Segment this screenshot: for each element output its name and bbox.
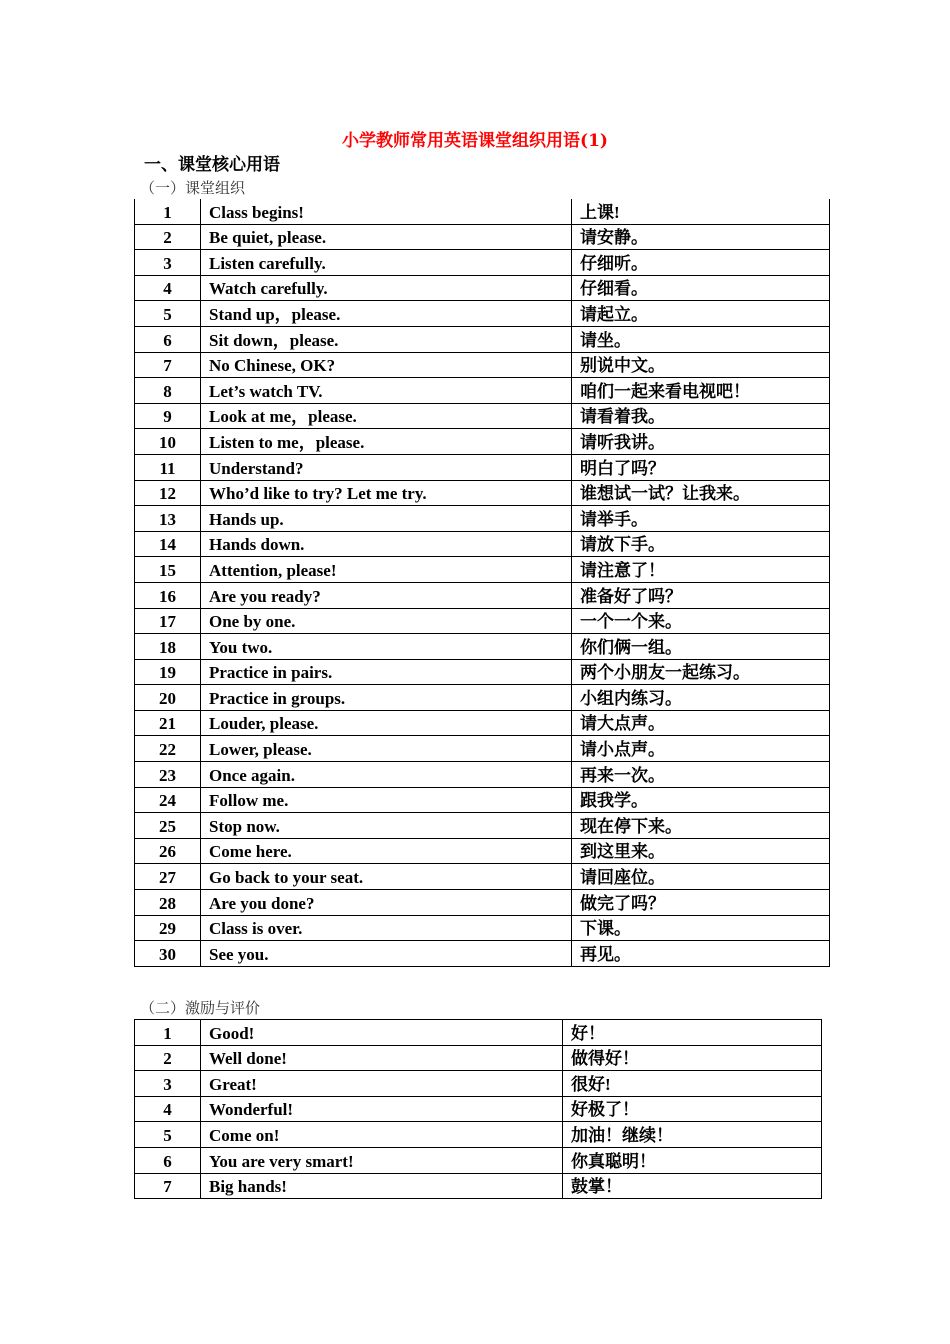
- chinese-translation: 好极了！: [563, 1096, 822, 1122]
- row-number: 2: [135, 224, 201, 250]
- chinese-translation: 你真聪明！: [563, 1147, 822, 1173]
- row-number: 9: [135, 403, 201, 429]
- classroom-organization-table: [134, 199, 830, 967]
- english-phrase: Sit down，please.: [201, 326, 572, 352]
- table-row: [135, 634, 830, 660]
- english-phrase: Once again.: [201, 762, 572, 788]
- table-row: [135, 454, 830, 480]
- english-phrase: Well done!: [201, 1045, 563, 1071]
- row-number: 30: [135, 941, 201, 967]
- chinese-translation: 仔细看。: [572, 275, 830, 301]
- row-number: 5: [135, 301, 201, 327]
- english-phrase: Come on!: [201, 1122, 563, 1148]
- chinese-translation: 两个小朋友一起练习。: [572, 659, 830, 685]
- row-number: 3: [135, 1071, 201, 1097]
- english-phrase: Hands up.: [201, 506, 572, 532]
- row-number: 24: [135, 787, 201, 813]
- chinese-translation: 鼓掌！: [563, 1173, 822, 1199]
- chinese-translation: 请坐。: [572, 326, 830, 352]
- chinese-translation: 好！: [563, 1020, 822, 1046]
- english-phrase: Listen to me，please.: [201, 429, 572, 455]
- english-phrase: Go back to your seat.: [201, 864, 572, 890]
- row-number: 20: [135, 685, 201, 711]
- chinese-translation: 请起立。: [572, 301, 830, 327]
- chinese-translation: 很好!: [563, 1071, 822, 1097]
- chinese-translation: 仔细听。: [572, 250, 830, 276]
- row-number: 6: [135, 326, 201, 352]
- english-phrase: Watch carefully.: [201, 275, 572, 301]
- english-phrase: Follow me.: [201, 787, 572, 813]
- row-number: 18: [135, 634, 201, 660]
- row-number: 26: [135, 838, 201, 864]
- english-phrase: Great!: [201, 1071, 563, 1097]
- chinese-translation: 明白了吗？: [572, 454, 830, 480]
- row-number: 6: [135, 1147, 201, 1173]
- table-row: [135, 941, 830, 967]
- english-phrase: Good!: [201, 1020, 563, 1046]
- chinese-translation: 请回座位。: [572, 864, 830, 890]
- chinese-translation: 请听我讲。: [572, 429, 830, 455]
- table-row: [135, 429, 830, 455]
- chinese-translation: 跟我学。: [572, 787, 830, 813]
- chinese-translation: 请大点声。: [572, 710, 830, 736]
- chinese-translation: 到这里来。: [572, 838, 830, 864]
- table-row: [135, 608, 830, 634]
- row-number: 25: [135, 813, 201, 839]
- english-phrase: Big hands!: [201, 1173, 563, 1199]
- english-phrase: Listen carefully.: [201, 250, 572, 276]
- table-row: [135, 531, 830, 557]
- chinese-translation: 准备好了吗？: [572, 582, 830, 608]
- table-row: [135, 582, 830, 608]
- row-number: 22: [135, 736, 201, 762]
- subsection-heading-encouragement: （二）激励与评价: [140, 999, 261, 1017]
- table-row: [135, 864, 830, 890]
- english-phrase: Lower, please.: [201, 736, 572, 762]
- english-phrase: Louder, please.: [201, 710, 572, 736]
- row-number: 16: [135, 582, 201, 608]
- row-number: 2: [135, 1045, 201, 1071]
- english-phrase: Hands down.: [201, 531, 572, 557]
- row-number: 7: [135, 1173, 201, 1199]
- english-phrase: Are you ready?: [201, 582, 572, 608]
- english-phrase: Understand?: [201, 454, 572, 480]
- chinese-translation: 请小点声。: [572, 736, 830, 762]
- chinese-translation: 再来一次。: [572, 762, 830, 788]
- chinese-translation: 下课。: [572, 915, 830, 941]
- english-phrase: Are you done?: [201, 890, 572, 916]
- table-row: [135, 301, 830, 327]
- row-number: 14: [135, 531, 201, 557]
- table-row: [135, 1096, 822, 1122]
- chinese-translation: 别说中文。: [572, 352, 830, 378]
- english-phrase: Stop now.: [201, 813, 572, 839]
- row-number: 8: [135, 378, 201, 404]
- table-row: [135, 736, 830, 762]
- table-row: [135, 813, 830, 839]
- table-row: [135, 1122, 822, 1148]
- chinese-translation: 再见。: [572, 941, 830, 967]
- table-row: [135, 787, 830, 813]
- row-number: 11: [135, 454, 201, 480]
- row-number: 29: [135, 915, 201, 941]
- chinese-translation: 谁想试一试？让我来。: [572, 480, 830, 506]
- chinese-translation: 你们俩一组。: [572, 634, 830, 660]
- table-row: [135, 710, 830, 736]
- row-number: 4: [135, 275, 201, 301]
- english-phrase: See you.: [201, 941, 572, 967]
- table-row: [135, 915, 830, 941]
- chinese-translation: 一个一个来。: [572, 608, 830, 634]
- english-phrase: Wonderful!: [201, 1096, 563, 1122]
- english-phrase: One by one.: [201, 608, 572, 634]
- table-row: [135, 506, 830, 532]
- chinese-translation: 加油！继续！: [563, 1122, 822, 1148]
- row-number: 1: [135, 1020, 201, 1046]
- chinese-translation: 请放下手。: [572, 531, 830, 557]
- table-row: [135, 1045, 822, 1071]
- english-phrase: You are very smart!: [201, 1147, 563, 1173]
- row-number: 13: [135, 506, 201, 532]
- encouragement-table: [134, 1019, 822, 1199]
- chinese-translation: 请看着我。: [572, 403, 830, 429]
- table-row: [135, 557, 830, 583]
- english-phrase: Let’s watch TV.: [201, 378, 572, 404]
- row-number: 21: [135, 710, 201, 736]
- table-row: [135, 326, 830, 352]
- row-number: 10: [135, 429, 201, 455]
- english-phrase: No Chinese, OK?: [201, 352, 572, 378]
- row-number: 5: [135, 1122, 201, 1148]
- table-row: [135, 250, 830, 276]
- table-row: [135, 480, 830, 506]
- table-row: [135, 890, 830, 916]
- subsection-heading-classroom-organization: （一）课堂组织: [140, 179, 246, 197]
- english-phrase: Practice in pairs.: [201, 659, 572, 685]
- english-phrase: You two.: [201, 634, 572, 660]
- english-phrase: Practice in groups.: [201, 685, 572, 711]
- english-phrase: Be quiet, please.: [201, 224, 572, 250]
- row-number: 4: [135, 1096, 201, 1122]
- english-phrase: Come here.: [201, 838, 572, 864]
- row-number: 15: [135, 557, 201, 583]
- row-number: 27: [135, 864, 201, 890]
- table-row: [135, 224, 830, 250]
- english-phrase: Class begins!: [201, 199, 572, 224]
- table-row: [135, 199, 830, 224]
- row-number: 7: [135, 352, 201, 378]
- table-row: [135, 1071, 822, 1097]
- row-number: 12: [135, 480, 201, 506]
- table-row: [135, 1147, 822, 1173]
- row-number: 3: [135, 250, 201, 276]
- english-phrase: Look at me，please.: [201, 403, 572, 429]
- english-phrase: Who’d like to try? Let me try.: [201, 480, 572, 506]
- table-row: [135, 762, 830, 788]
- table-row: [135, 378, 830, 404]
- chinese-translation: 做完了吗？: [572, 890, 830, 916]
- table-row: [135, 685, 830, 711]
- table-row: [135, 275, 830, 301]
- chinese-translation: 请注意了！: [572, 557, 830, 583]
- page-title: 小学教师常用英语课堂组织用语(1): [342, 131, 608, 151]
- english-phrase: Class is over.: [201, 915, 572, 941]
- section-heading: 一、课堂核心用语: [144, 155, 280, 175]
- row-number: 17: [135, 608, 201, 634]
- row-number: 1: [135, 199, 201, 224]
- chinese-translation: 咱们一起来看电视吧！: [572, 378, 830, 404]
- row-number: 23: [135, 762, 201, 788]
- table-row: [135, 403, 830, 429]
- chinese-translation: 做得好！: [563, 1045, 822, 1071]
- table-row: [135, 659, 830, 685]
- chinese-translation: 小组内练习。: [572, 685, 830, 711]
- chinese-translation: 请安静。: [572, 224, 830, 250]
- chinese-translation: 上课!: [572, 199, 830, 224]
- table-row: [135, 1020, 822, 1046]
- chinese-translation: 请举手。: [572, 506, 830, 532]
- english-phrase: Stand up，please.: [201, 301, 572, 327]
- row-number: 28: [135, 890, 201, 916]
- table-row: [135, 352, 830, 378]
- table-row: [135, 838, 830, 864]
- row-number: 19: [135, 659, 201, 685]
- chinese-translation: 现在停下来。: [572, 813, 830, 839]
- table-row: [135, 1173, 822, 1199]
- english-phrase: Attention, please!: [201, 557, 572, 583]
